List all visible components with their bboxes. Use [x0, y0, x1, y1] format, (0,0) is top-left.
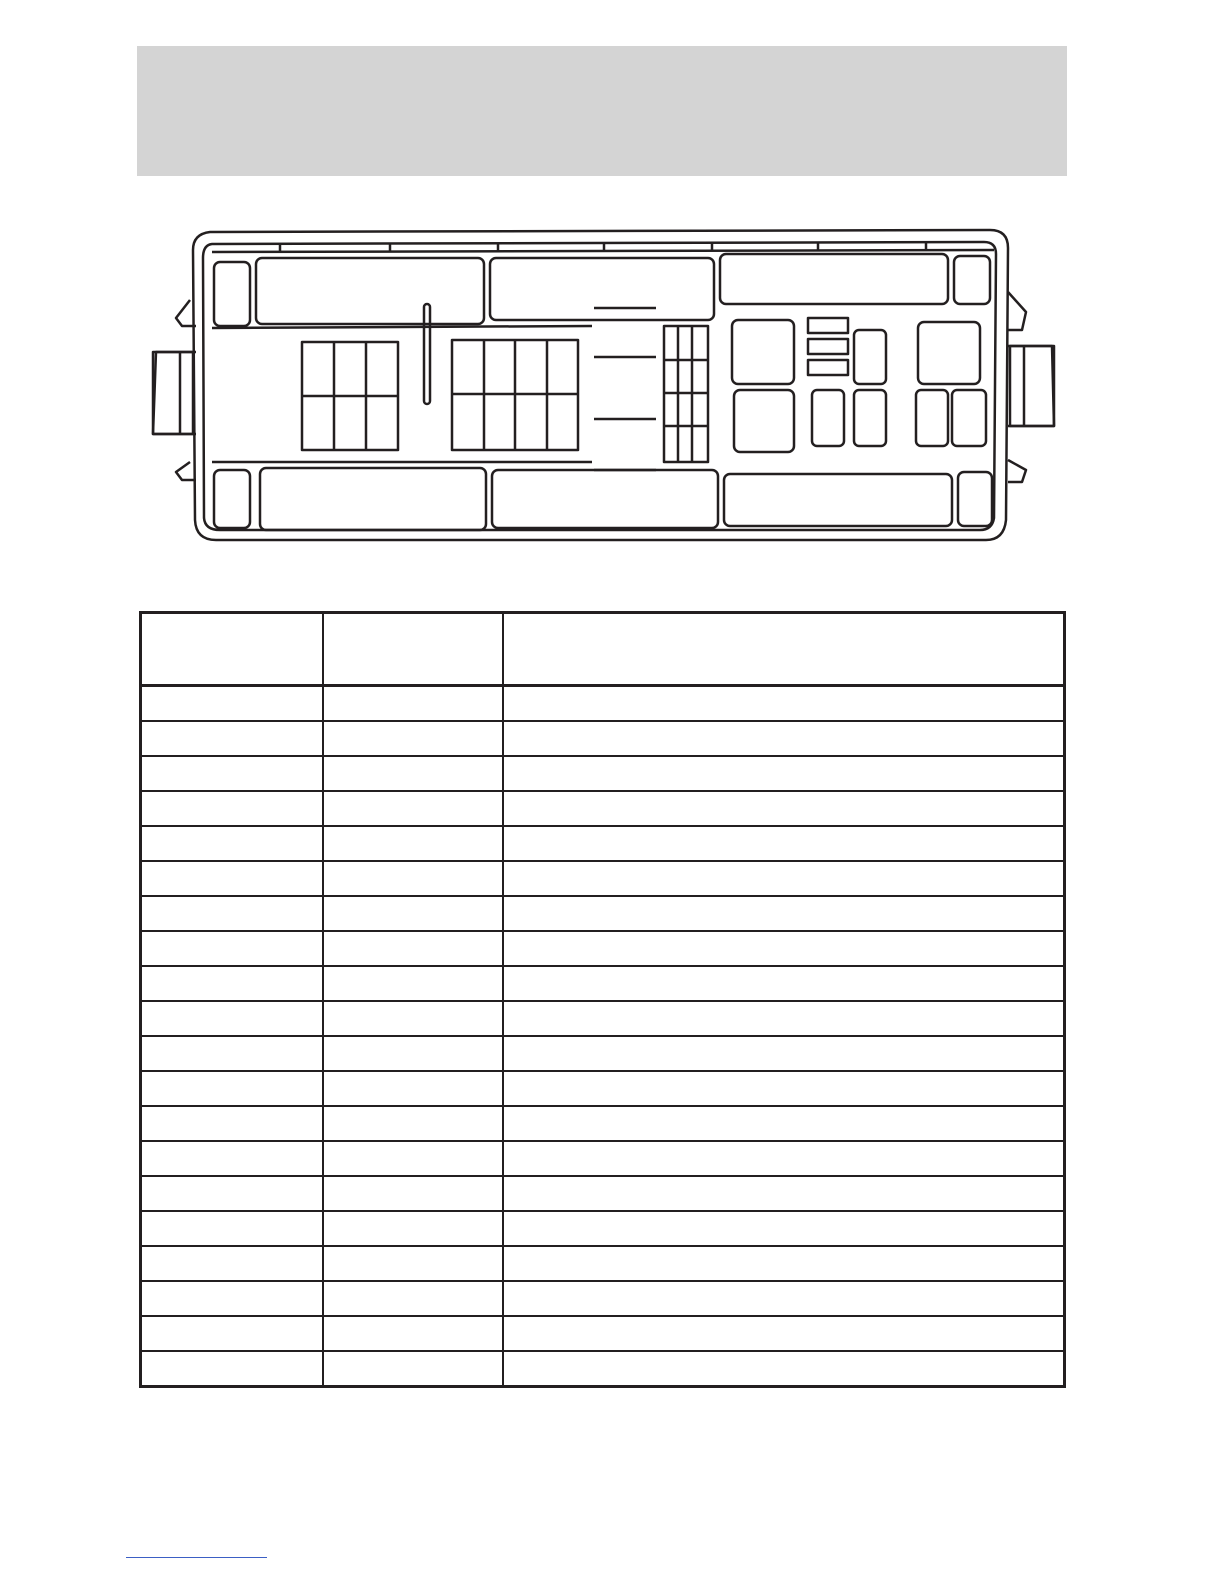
- table-cell: [323, 791, 503, 826]
- table-cell: [503, 1316, 1065, 1351]
- table-cell: [503, 861, 1065, 896]
- table-cell: [503, 1001, 1065, 1036]
- table-cell: [323, 861, 503, 896]
- table-cell: [141, 1281, 323, 1316]
- table-row: [141, 861, 1065, 896]
- table-cell: [503, 791, 1065, 826]
- table-cell: [323, 1316, 503, 1351]
- header-cell: [503, 613, 1065, 686]
- table-row: [141, 1351, 1065, 1387]
- table-cell: [503, 1106, 1065, 1141]
- table-cell: [323, 686, 503, 722]
- table-row: [141, 1316, 1065, 1351]
- table-cell: [141, 931, 323, 966]
- table-cell: [503, 1036, 1065, 1071]
- housing-outline: [193, 230, 1008, 540]
- table-row: [141, 1001, 1065, 1036]
- table-cell: [503, 896, 1065, 931]
- table-cell: [503, 931, 1065, 966]
- table-row: [141, 686, 1065, 722]
- table-cell: [323, 826, 503, 861]
- table-cell: [141, 686, 323, 722]
- table-cell: [141, 1176, 323, 1211]
- table-cell: [141, 756, 323, 791]
- table-cell: [141, 826, 323, 861]
- fuse-table: [139, 611, 1066, 1388]
- table-row: [141, 1141, 1065, 1176]
- table-row: [141, 1176, 1065, 1211]
- table-cell: [141, 1106, 323, 1141]
- table-cell: [141, 1351, 323, 1387]
- table-cell: [141, 1246, 323, 1281]
- table-cell: [323, 1071, 503, 1106]
- table-row: [141, 1211, 1065, 1246]
- table-row: [141, 931, 1065, 966]
- table-cell: [323, 1141, 503, 1176]
- table-row: [141, 756, 1065, 791]
- left-connector: [153, 300, 196, 480]
- table-cell: [503, 756, 1065, 791]
- table-cell: [323, 896, 503, 931]
- table-cell: [323, 1036, 503, 1071]
- table-cell: [141, 1071, 323, 1106]
- header-band: [137, 46, 1067, 176]
- table-cell: [141, 791, 323, 826]
- table-cell: [141, 1211, 323, 1246]
- table-cell: [503, 826, 1065, 861]
- table-row: [141, 1071, 1065, 1106]
- table-cell: [141, 1036, 323, 1071]
- table-cell: [141, 966, 323, 1001]
- table-row: [141, 791, 1065, 826]
- table-cell: [141, 721, 323, 756]
- table-row: [141, 1246, 1065, 1281]
- table-cell: [503, 686, 1065, 722]
- table-cell: [503, 966, 1065, 1001]
- table-cell: [141, 1316, 323, 1351]
- housing-inner: [203, 242, 996, 530]
- table-row: [141, 1281, 1065, 1316]
- table-row: [141, 1036, 1065, 1071]
- header-cell: [323, 613, 503, 686]
- table-cell: [323, 721, 503, 756]
- table-cell: [323, 1211, 503, 1246]
- table-cell: [323, 1246, 503, 1281]
- table-cell: [503, 1176, 1065, 1211]
- table-cell: [503, 721, 1065, 756]
- table-cell: [141, 1141, 323, 1176]
- table-row: [141, 896, 1065, 931]
- table-cell: [503, 1141, 1065, 1176]
- table-cell: [323, 1281, 503, 1316]
- table-cell: [503, 1246, 1065, 1281]
- right-connector: [1008, 292, 1054, 482]
- table-cell: [503, 1281, 1065, 1316]
- table-cell: [323, 966, 503, 1001]
- table-row: [141, 721, 1065, 756]
- table-cell: [141, 896, 323, 931]
- table-cell: [141, 861, 323, 896]
- table-cell: [503, 1351, 1065, 1387]
- table-cell: [503, 1071, 1065, 1106]
- table-cell: [323, 1176, 503, 1211]
- table-row: [141, 826, 1065, 861]
- table-cell: [323, 756, 503, 791]
- table-cell: [141, 1001, 323, 1036]
- table-row: [141, 1106, 1065, 1141]
- fuse-box-diagram: [140, 220, 1080, 560]
- table-cell: [323, 931, 503, 966]
- footer-rule: [126, 1557, 267, 1558]
- header-cell: [141, 613, 323, 686]
- table-header-row: [141, 613, 1065, 686]
- table-row: [141, 966, 1065, 1001]
- table-cell: [323, 1001, 503, 1036]
- table-cell: [323, 1351, 503, 1387]
- table-cell: [503, 1211, 1065, 1246]
- table-cell: [323, 1106, 503, 1141]
